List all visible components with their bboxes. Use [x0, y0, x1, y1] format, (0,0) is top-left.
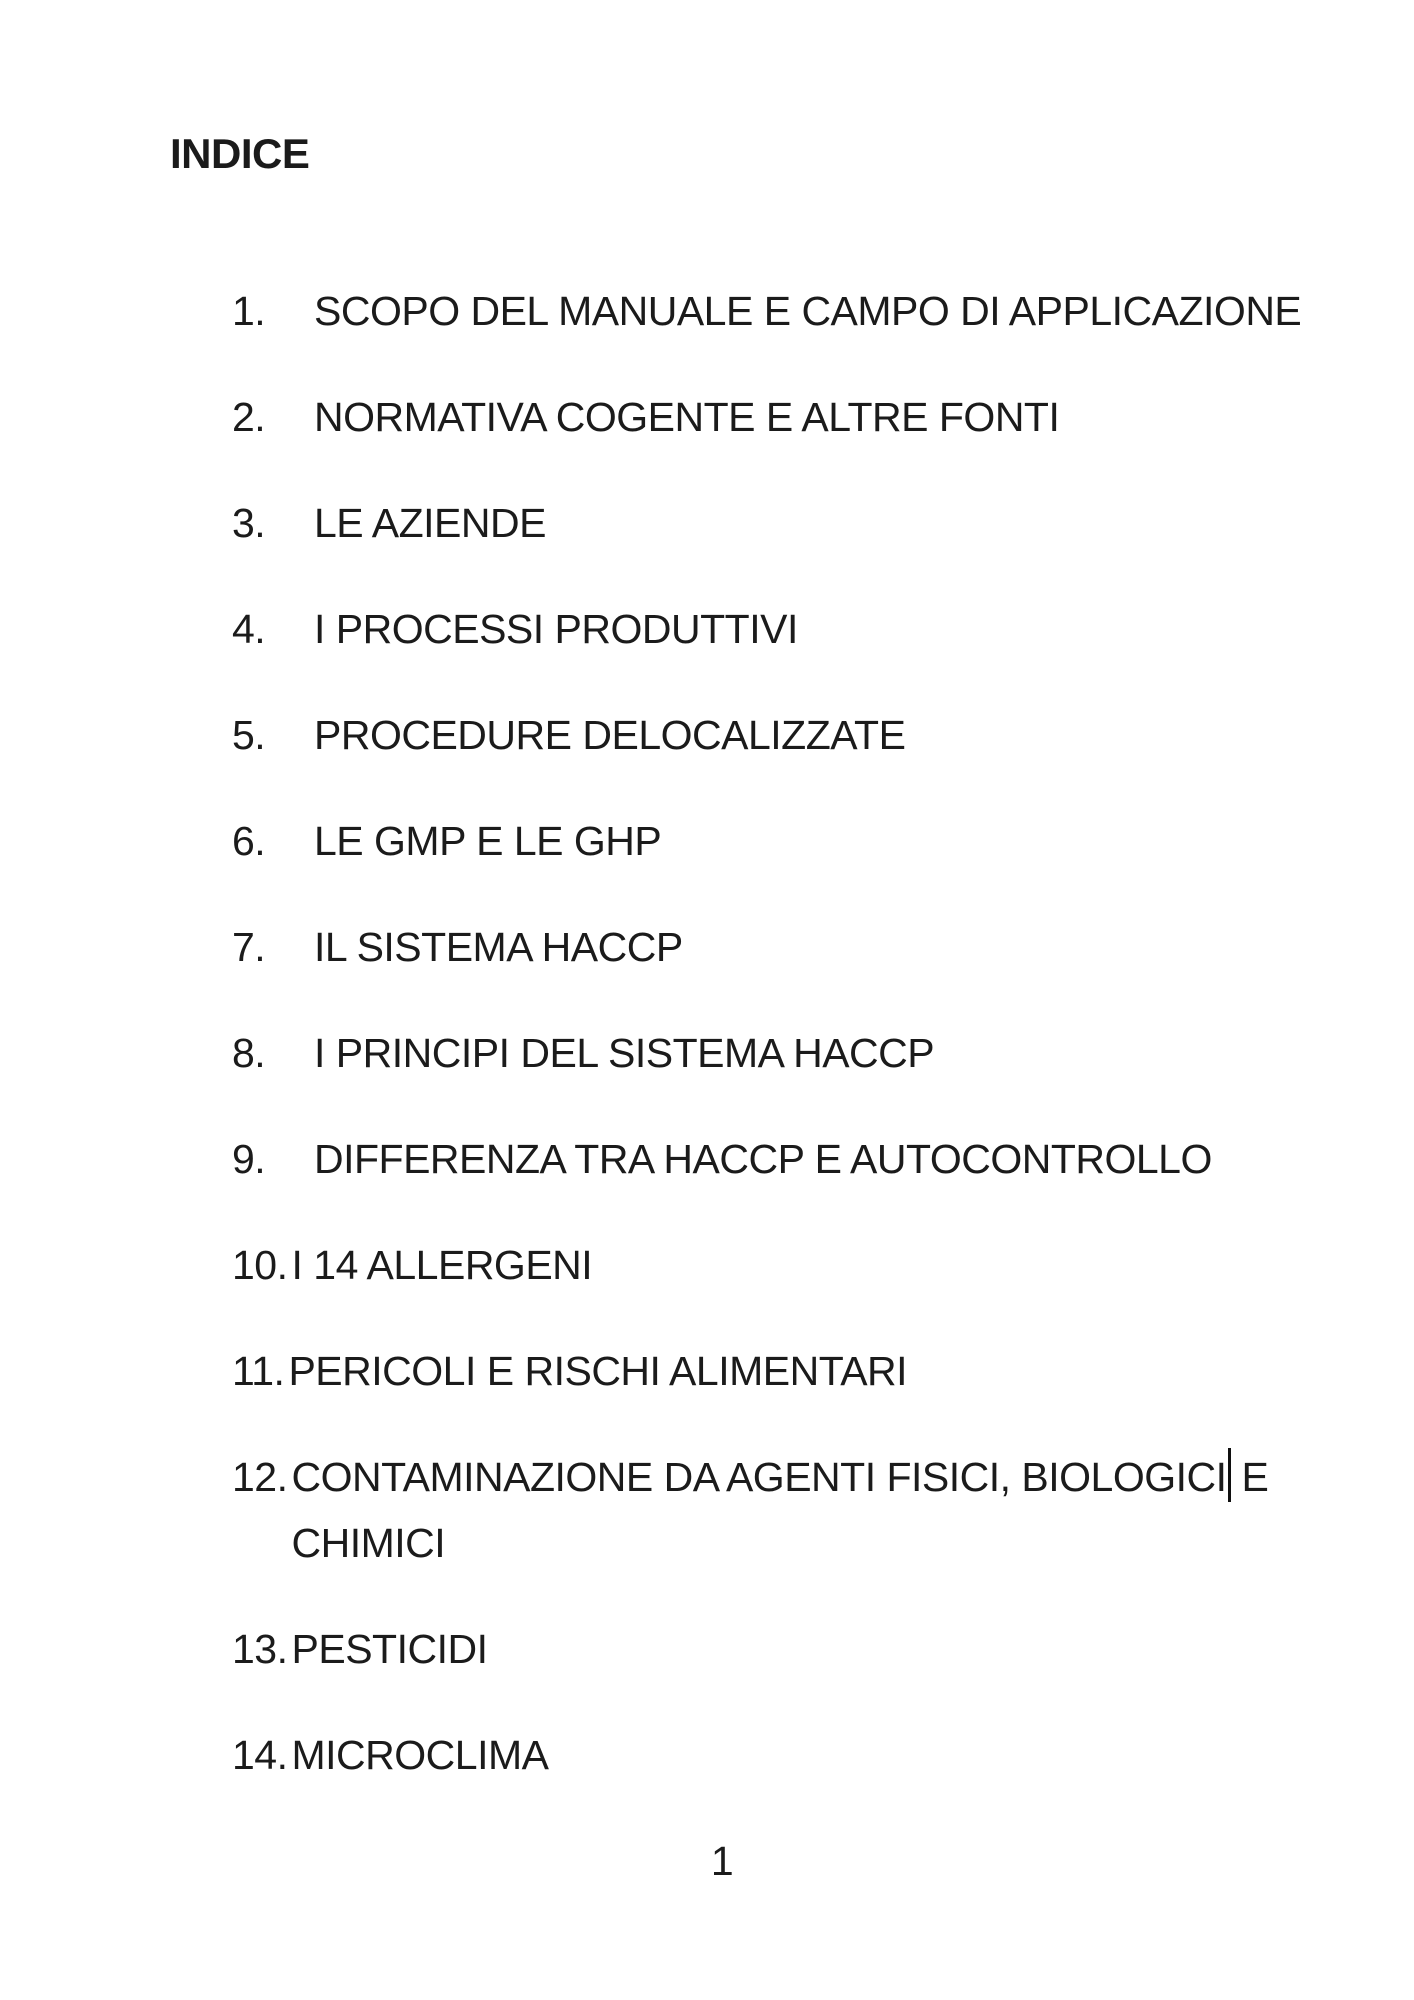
- toc-item-number: 1.: [232, 288, 266, 334]
- toc-item-text: I 14 ALLERGENI: [291, 1242, 593, 1288]
- toc-item-text: NORMATIVA COGENTE E ALTRE FONTI: [314, 394, 1060, 440]
- toc-item: [232, 808, 1414, 874]
- toc-item-text: SCOPO DEL MANUALE E CAMPO DI APPLICAZIONE: [314, 288, 1302, 334]
- toc-item-text: PROCEDURE DELOCALIZZATE: [314, 712, 906, 758]
- toc-item: [232, 702, 1414, 768]
- toc-item-number: 10.: [232, 1242, 288, 1288]
- toc-item-text: PERICOLI E RISCHI ALIMENTARI: [288, 1348, 908, 1394]
- toc-item-number: 7.: [232, 924, 266, 970]
- toc-item: [232, 1338, 1414, 1404]
- toc-item-number: 3.: [232, 500, 266, 546]
- toc-item-text: MICROCLIMA: [291, 1732, 549, 1778]
- toc-item-number: 11.: [232, 1348, 285, 1394]
- toc-item-number: 6.: [232, 818, 266, 864]
- toc-item-number: 9.: [232, 1136, 266, 1182]
- toc-item-text: I PROCESSI PRODUTTIVI: [314, 606, 798, 652]
- toc-item-number: 8.: [232, 1030, 266, 1076]
- toc-item-text: [292, 1444, 1414, 1576]
- toc-list: [0, 278, 1414, 1788]
- toc-item-number: 13.: [232, 1626, 288, 1672]
- toc-item-text: DIFFERENZA TRA HACCP E AUTOCONTROLLO: [314, 1136, 1212, 1182]
- toc-item: [232, 1232, 1414, 1298]
- toc-item: [232, 278, 1414, 344]
- toc-item: [232, 1722, 1414, 1788]
- toc-item: [232, 914, 1414, 980]
- toc-item-number: 2.: [232, 394, 266, 440]
- toc-item-text: LE GMP E LE GHP: [314, 818, 662, 864]
- toc-item: [232, 384, 1414, 450]
- toc-item-text: LE AZIENDE: [314, 500, 546, 546]
- toc-item-text: I PRINCIPI DEL SISTEMA HACCP: [314, 1030, 935, 1076]
- toc-item-number: 5.: [232, 712, 266, 758]
- toc-item-text: PESTICIDI: [291, 1626, 488, 1672]
- toc-item-text-line2: CHIMICI: [291, 1520, 446, 1566]
- page-number: 1: [710, 1838, 734, 1884]
- toc-item-text-line1: [292, 1444, 1414, 1510]
- toc-item-number: 14.: [232, 1732, 288, 1778]
- toc-item: [232, 1444, 1414, 1576]
- toc-item: [232, 490, 1414, 556]
- toc-item: [232, 1616, 1414, 1682]
- toc-item: [232, 596, 1414, 662]
- page-title: INDICE: [170, 130, 310, 177]
- toc-item-number: 4.: [232, 606, 266, 652]
- toc-item-text-before-cursor: CONTAMINAZIONE DA AGENTI FISICI, BIOLOGICI: [291, 1454, 1227, 1500]
- toc-item: [232, 1126, 1414, 1192]
- toc-item: [232, 1020, 1414, 1086]
- toc-item-text: IL SISTEMA HACCP: [314, 924, 683, 970]
- toc-item-text-after-cursor: E: [1230, 1454, 1269, 1500]
- toc-item-number: 12.: [232, 1454, 288, 1500]
